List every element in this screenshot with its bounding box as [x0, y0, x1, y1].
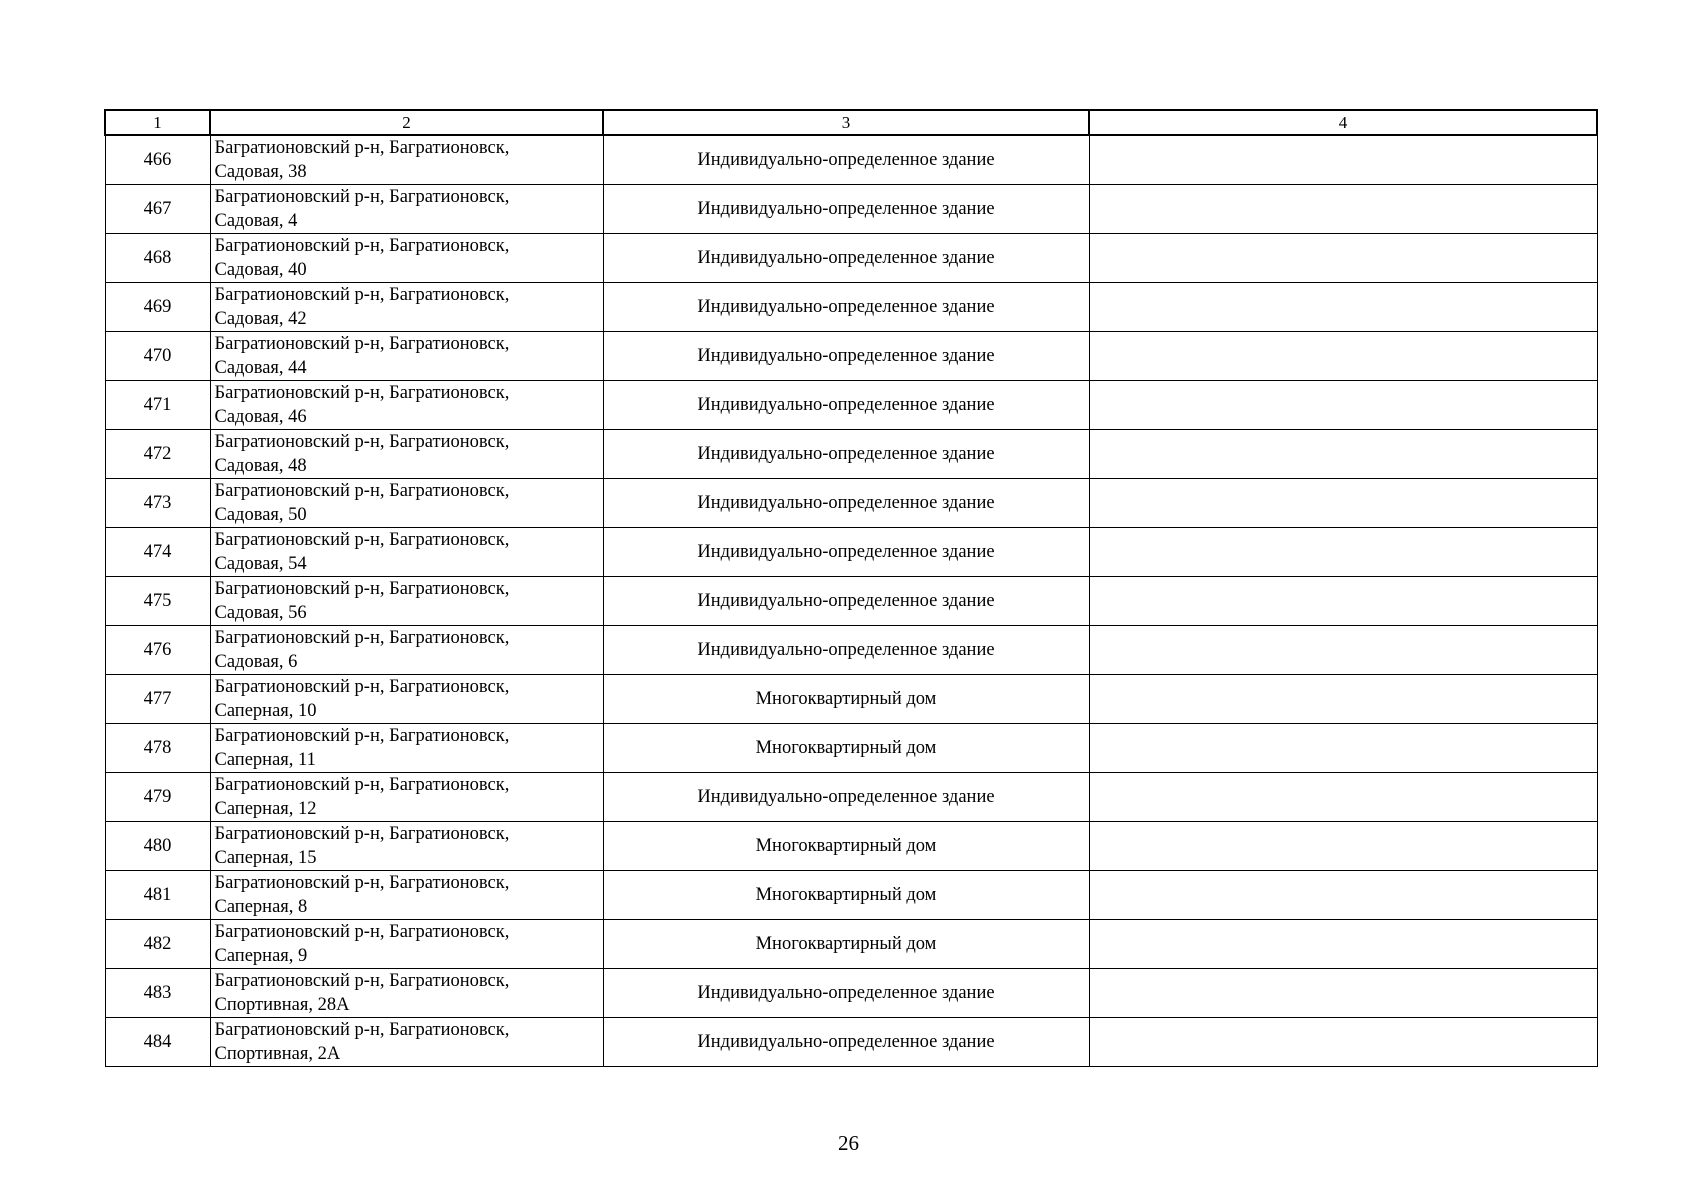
address-street: Садовая, 6	[214, 652, 298, 672]
row-number: 479	[105, 773, 210, 822]
address-cell	[210, 626, 603, 675]
row-number: 470	[105, 332, 210, 381]
table-row	[105, 969, 1597, 1018]
address-cell	[210, 920, 603, 969]
table-row	[105, 234, 1597, 283]
building-type: Индивидуально-определенное здание	[603, 381, 1089, 430]
address-district: Багратионовский р-н, Багратионовск,	[214, 334, 510, 354]
address-cell	[210, 479, 603, 528]
address-street: Саперная, 15	[214, 848, 317, 868]
column-4-cell	[1089, 135, 1597, 185]
address-street: Садовая, 40	[214, 260, 307, 280]
column-4-cell	[1089, 626, 1597, 675]
column-4-cell	[1089, 920, 1597, 969]
address-district: Багратионовский р-н, Багратионовск,	[214, 383, 510, 403]
address-street: Садовая, 56	[214, 603, 307, 623]
address-street: Саперная, 12	[214, 799, 317, 819]
address-cell	[210, 577, 603, 626]
page-number: 26	[838, 1131, 859, 1155]
column-4-cell	[1089, 773, 1597, 822]
address-street: Спортивная, 2А	[214, 1044, 341, 1064]
row-number: 480	[105, 822, 210, 871]
address-street: Саперная, 9	[214, 946, 308, 966]
address-district: Багратионовский р-н, Багратионовск,	[214, 677, 510, 697]
address-district: Багратионовский р-н, Багратионовск,	[214, 285, 510, 305]
row-number: 483	[105, 969, 210, 1018]
column-4-cell	[1089, 528, 1597, 577]
row-number: 484	[105, 1018, 210, 1067]
address-cell	[210, 332, 603, 381]
building-type: Индивидуально-определенное здание	[603, 234, 1089, 283]
address-street: Садовая, 48	[214, 456, 307, 476]
address-street: Саперная, 10	[214, 701, 317, 721]
address-street: Садовая, 54	[214, 554, 307, 574]
building-type: Индивидуально-определенное здание	[603, 773, 1089, 822]
row-number: 482	[105, 920, 210, 969]
column-4-cell	[1089, 871, 1597, 920]
address-cell	[210, 185, 603, 234]
building-type: Индивидуально-определенное здание	[603, 332, 1089, 381]
building-type: Многоквартирный дом	[603, 822, 1089, 871]
address-street: Садовая, 38	[214, 162, 307, 182]
row-number: 476	[105, 626, 210, 675]
address-district: Багратионовский р-н, Багратионовск,	[214, 1020, 510, 1040]
table-row	[105, 626, 1597, 675]
registry-table-body	[105, 110, 1597, 1067]
address-street: Саперная, 8	[214, 897, 308, 917]
address-street: Садовая, 44	[214, 358, 307, 378]
building-type: Многоквартирный дом	[603, 920, 1089, 969]
address-district: Багратионовский р-н, Багратионовск,	[214, 579, 510, 599]
row-number: 477	[105, 675, 210, 724]
building-type: Индивидуально-определенное здание	[603, 283, 1089, 332]
row-number: 478	[105, 724, 210, 773]
table-row	[105, 920, 1597, 969]
address-cell	[210, 234, 603, 283]
header-row	[105, 110, 1597, 135]
row-number: 475	[105, 577, 210, 626]
address-cell	[210, 528, 603, 577]
building-type: Индивидуально-определенное здание	[603, 430, 1089, 479]
column-4-cell	[1089, 675, 1597, 724]
address-cell	[210, 675, 603, 724]
column-4-cell	[1089, 724, 1597, 773]
column-4-cell	[1089, 1018, 1597, 1067]
building-type: Индивидуально-определенное здание	[603, 528, 1089, 577]
address-street: Садовая, 50	[214, 505, 307, 525]
row-number: 469	[105, 283, 210, 332]
address-district: Багратионовский р-н, Багратионовск,	[214, 530, 510, 550]
table-row	[105, 822, 1597, 871]
table-row	[105, 577, 1597, 626]
column-4-cell	[1089, 332, 1597, 381]
column-4-cell	[1089, 479, 1597, 528]
column-4-cell	[1089, 234, 1597, 283]
address-district: Багратионовский р-н, Багратионовск,	[214, 824, 510, 844]
address-district: Багратионовский р-н, Багратионовск,	[214, 922, 510, 942]
address-street: Спортивная, 28А	[214, 995, 350, 1015]
address-cell	[210, 969, 603, 1018]
building-type: Индивидуально-определенное здание	[603, 577, 1089, 626]
column-header-4: 4	[1089, 110, 1597, 135]
address-district: Багратионовский р-н, Багратионовск,	[214, 726, 510, 746]
address-street: Садовая, 4	[214, 211, 298, 231]
row-number: 481	[105, 871, 210, 920]
table-row	[105, 332, 1597, 381]
column-header-1: 1	[105, 110, 210, 135]
address-district: Багратионовский р-н, Багратионовск,	[214, 432, 510, 452]
table-row	[105, 185, 1597, 234]
column-4-cell	[1089, 969, 1597, 1018]
address-street: Саперная, 11	[214, 750, 316, 770]
table-row	[105, 135, 1597, 185]
building-type: Индивидуально-определенное здание	[603, 1018, 1089, 1067]
address-cell	[210, 381, 603, 430]
address-cell	[210, 724, 603, 773]
column-4-cell	[1089, 577, 1597, 626]
table-row	[105, 675, 1597, 724]
address-cell	[210, 283, 603, 332]
address-district: Багратионовский р-н, Багратионовск,	[214, 481, 510, 501]
building-type: Индивидуально-определенное здание	[603, 135, 1089, 185]
column-header-2: 2	[210, 110, 603, 135]
column-header-3: 3	[603, 110, 1089, 135]
building-type: Индивидуально-определенное здание	[603, 969, 1089, 1018]
row-number: 474	[105, 528, 210, 577]
address-district: Багратионовский р-н, Багратионовск,	[214, 187, 510, 207]
building-type: Индивидуально-определенное здание	[603, 479, 1089, 528]
table-row	[105, 773, 1597, 822]
building-type: Индивидуально-определенное здание	[603, 626, 1089, 675]
column-4-cell	[1089, 283, 1597, 332]
registry-table	[104, 109, 1598, 1067]
row-number: 467	[105, 185, 210, 234]
row-number: 466	[105, 135, 210, 185]
table-row	[105, 724, 1597, 773]
address-district: Багратионовский р-н, Багратионовск,	[214, 236, 510, 256]
row-number: 468	[105, 234, 210, 283]
address-district: Багратионовский р-н, Багратионовск,	[214, 873, 510, 893]
table-row	[105, 430, 1597, 479]
address-cell	[210, 773, 603, 822]
column-4-cell	[1089, 822, 1597, 871]
address-cell	[210, 135, 603, 185]
building-type: Многоквартирный дом	[603, 675, 1089, 724]
address-cell	[210, 1018, 603, 1067]
row-number: 472	[105, 430, 210, 479]
address-cell	[210, 871, 603, 920]
row-number: 471	[105, 381, 210, 430]
table-row	[105, 381, 1597, 430]
row-number: 473	[105, 479, 210, 528]
column-4-cell	[1089, 430, 1597, 479]
building-type: Многоквартирный дом	[603, 724, 1089, 773]
table-row	[105, 528, 1597, 577]
column-4-cell	[1089, 381, 1597, 430]
table-row	[105, 479, 1597, 528]
address-district: Багратионовский р-н, Багратионовск,	[214, 138, 510, 158]
address-district: Багратионовский р-н, Багратионовск,	[214, 628, 510, 648]
building-type: Многоквартирный дом	[603, 871, 1089, 920]
building-type: Индивидуально-определенное здание	[603, 185, 1089, 234]
table-row	[105, 283, 1597, 332]
address-district: Багратионовский р-н, Багратионовск,	[214, 971, 510, 991]
column-4-cell	[1089, 185, 1597, 234]
address-cell	[210, 822, 603, 871]
address-cell	[210, 430, 603, 479]
address-street: Садовая, 46	[214, 407, 307, 427]
table-row	[105, 1018, 1597, 1067]
table-row	[105, 871, 1597, 920]
address-street: Садовая, 42	[214, 309, 307, 329]
address-district: Багратионовский р-н, Багратионовск,	[214, 775, 510, 795]
